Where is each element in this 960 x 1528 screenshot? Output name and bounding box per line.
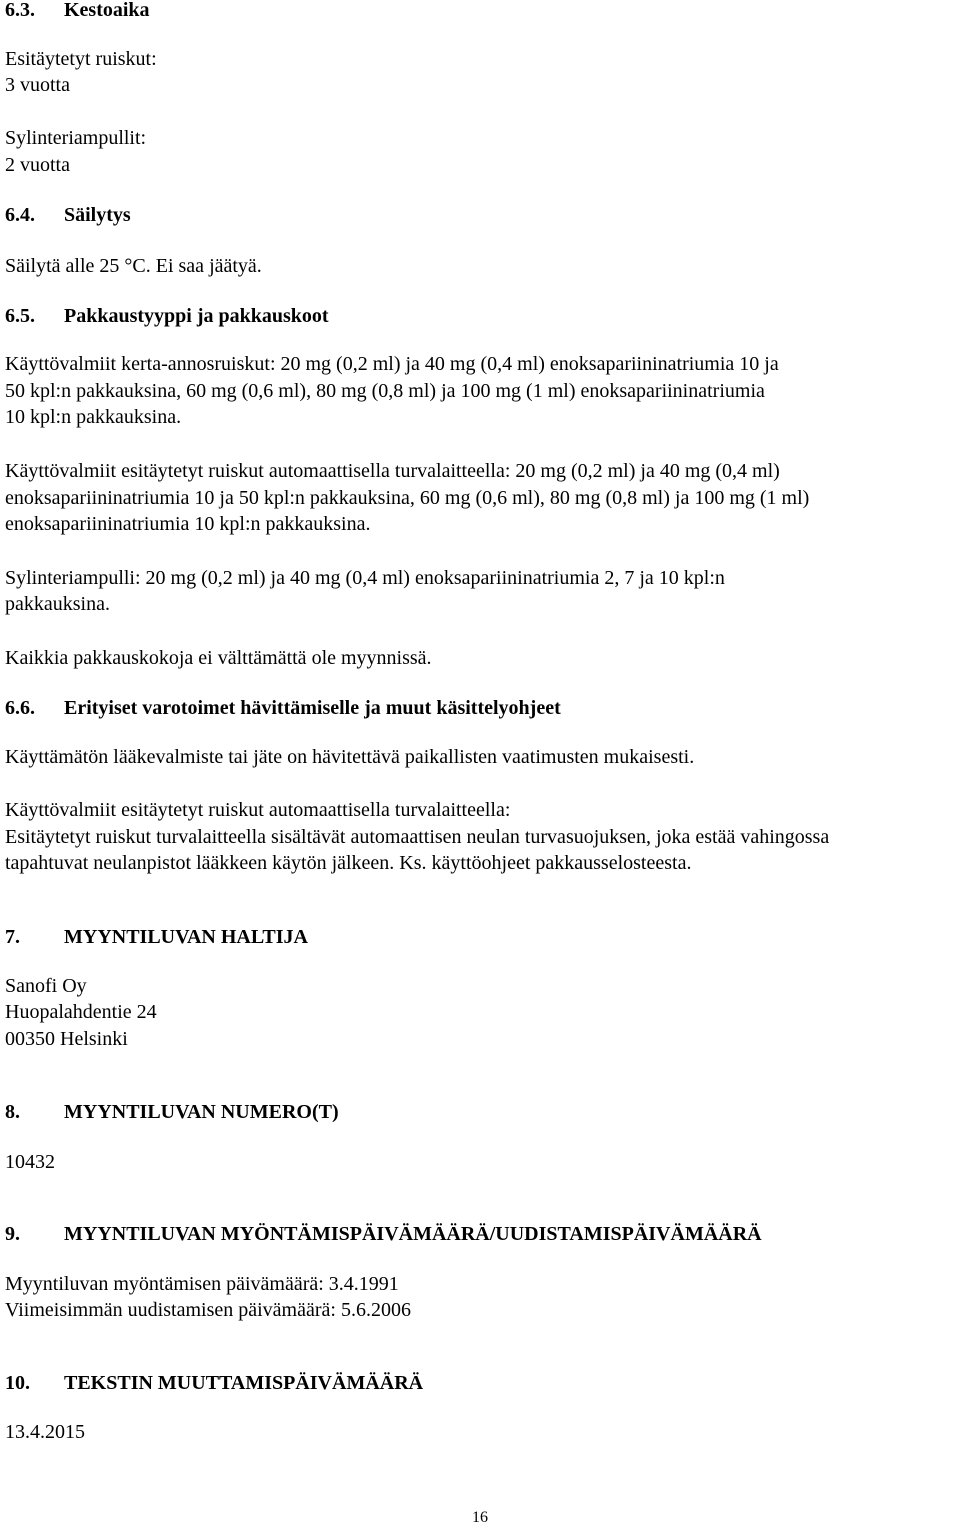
text-line: Huopalahdentie 24 (5, 1001, 157, 1023)
text-line: Myyntiluvan myöntämisen päivämäärä: 3.4.1991 (5, 1273, 399, 1295)
text-line: Sylinteriampulli: 20 mg (0,2 ml) ja 40 mg (0,4 ml) enoksapariininatriumia 2, 7 ja 10 kpl:n (5, 567, 725, 589)
section-number: 10. (5, 1372, 30, 1394)
text-line: 10 kpl:n pakkauksina. (5, 406, 182, 428)
page-number: 16 (472, 1509, 488, 1526)
heading-6-6 (5, 695, 561, 721)
heading-6-5 (5, 303, 329, 329)
text-line: 13.4.2015 (5, 1421, 85, 1443)
text-line: pakkauksina. (5, 593, 110, 615)
text-line: 00350 Helsinki (5, 1028, 128, 1050)
section-title: MYYNTILUVAN MYÖNTÄMISPÄIVÄMÄÄRÄ/UUDISTAMISPÄIVÄMÄÄRÄ (64, 1223, 762, 1245)
heading-10 (5, 1370, 423, 1396)
text-line: enoksapariininatriumia 10 ja 50 kpl:n pakkauksina, 60 mg (0,6 ml), 80 mg (0,8 ml) ja 100 mg (1 ml) (5, 487, 810, 509)
text-line: Käyttövalmiit kerta-annosruiskut: 20 mg (0,2 ml) ja 40 mg (0,4 ml) enoksapariininatriumia 10 ja (5, 353, 779, 375)
section-number: 7. (5, 926, 20, 948)
text-line: tapahtuvat neulanpistot lääkkeen käytön jälkeen. Ks. käyttöohjeet pakkausselosteesta. (5, 852, 692, 874)
section-number: 9. (5, 1223, 20, 1245)
text-line: Esitäytetyt ruiskut turvalaitteella sisältävät automaattisen neulan turvasuojuksen, joka estää vahingossa (5, 826, 830, 848)
section-title: TEKSTIN MUUTTAMISPÄIVÄMÄÄRÄ (64, 1372, 424, 1394)
heading-6-4 (5, 202, 131, 228)
heading-9 (5, 1221, 762, 1247)
text-line: 2 vuotta (5, 154, 70, 176)
section-title: Kestoaika (64, 0, 150, 21)
section-title: Säilytys (64, 204, 131, 226)
section-number: 8. (5, 1101, 20, 1123)
section-title: Erityiset varotoimet hävittämiselle ja muut käsittelyohjeet (64, 697, 561, 719)
text-line: Esitäytetyt ruiskut: (5, 48, 157, 70)
heading-6-3 (5, 0, 150, 23)
text-line: Kaikkia pakkauskokoja ei välttämättä ole myynnissä. (5, 647, 432, 669)
text-line: Käyttövalmiit esitäytetyt ruiskut automaattisella turvalaitteella: 20 mg (0,2 ml) ja 40 mg (0,4 ml) (5, 460, 780, 482)
section-title: MYYNTILUVAN NUMERO(T) (64, 1101, 339, 1123)
text-line: Sylinteriampullit: (5, 127, 147, 149)
heading-8 (5, 1099, 339, 1125)
section-number: 6.5. (5, 305, 35, 327)
text-line: Käyttämätön lääkevalmiste tai jäte on hävitettävä paikallisten vaatimusten mukaisesti. (5, 746, 695, 768)
text-line: Viimeisimmän uudistamisen päivämäärä: 5.6.2006 (5, 1299, 411, 1321)
text-line: Sanofi Oy (5, 975, 87, 997)
section-title: MYYNTILUVAN HALTIJA (64, 926, 308, 948)
heading-7 (5, 924, 308, 950)
text-line: 50 kpl:n pakkauksina, 60 mg (0,6 ml), 80 mg (0,8 ml) ja 100 mg (1 ml) enoksapariininatriumia (5, 380, 765, 402)
text-line: Käyttövalmiit esitäytetyt ruiskut automaattisella turvalaitteella: (5, 799, 511, 821)
text-line: Säilytä alle 25 °C. Ei saa jäätyä. (5, 255, 262, 277)
section-number: 6.6. (5, 697, 35, 719)
text-line: 10432 (5, 1151, 55, 1173)
section-title: Pakkaustyyppi ja pakkauskoot (64, 305, 329, 327)
text-line: 3 vuotta (5, 74, 70, 96)
section-number: 6.4. (5, 204, 35, 226)
text-line: enoksapariininatriumia 10 kpl:n pakkauksina. (5, 513, 371, 535)
section-number: 6.3. (5, 0, 35, 21)
